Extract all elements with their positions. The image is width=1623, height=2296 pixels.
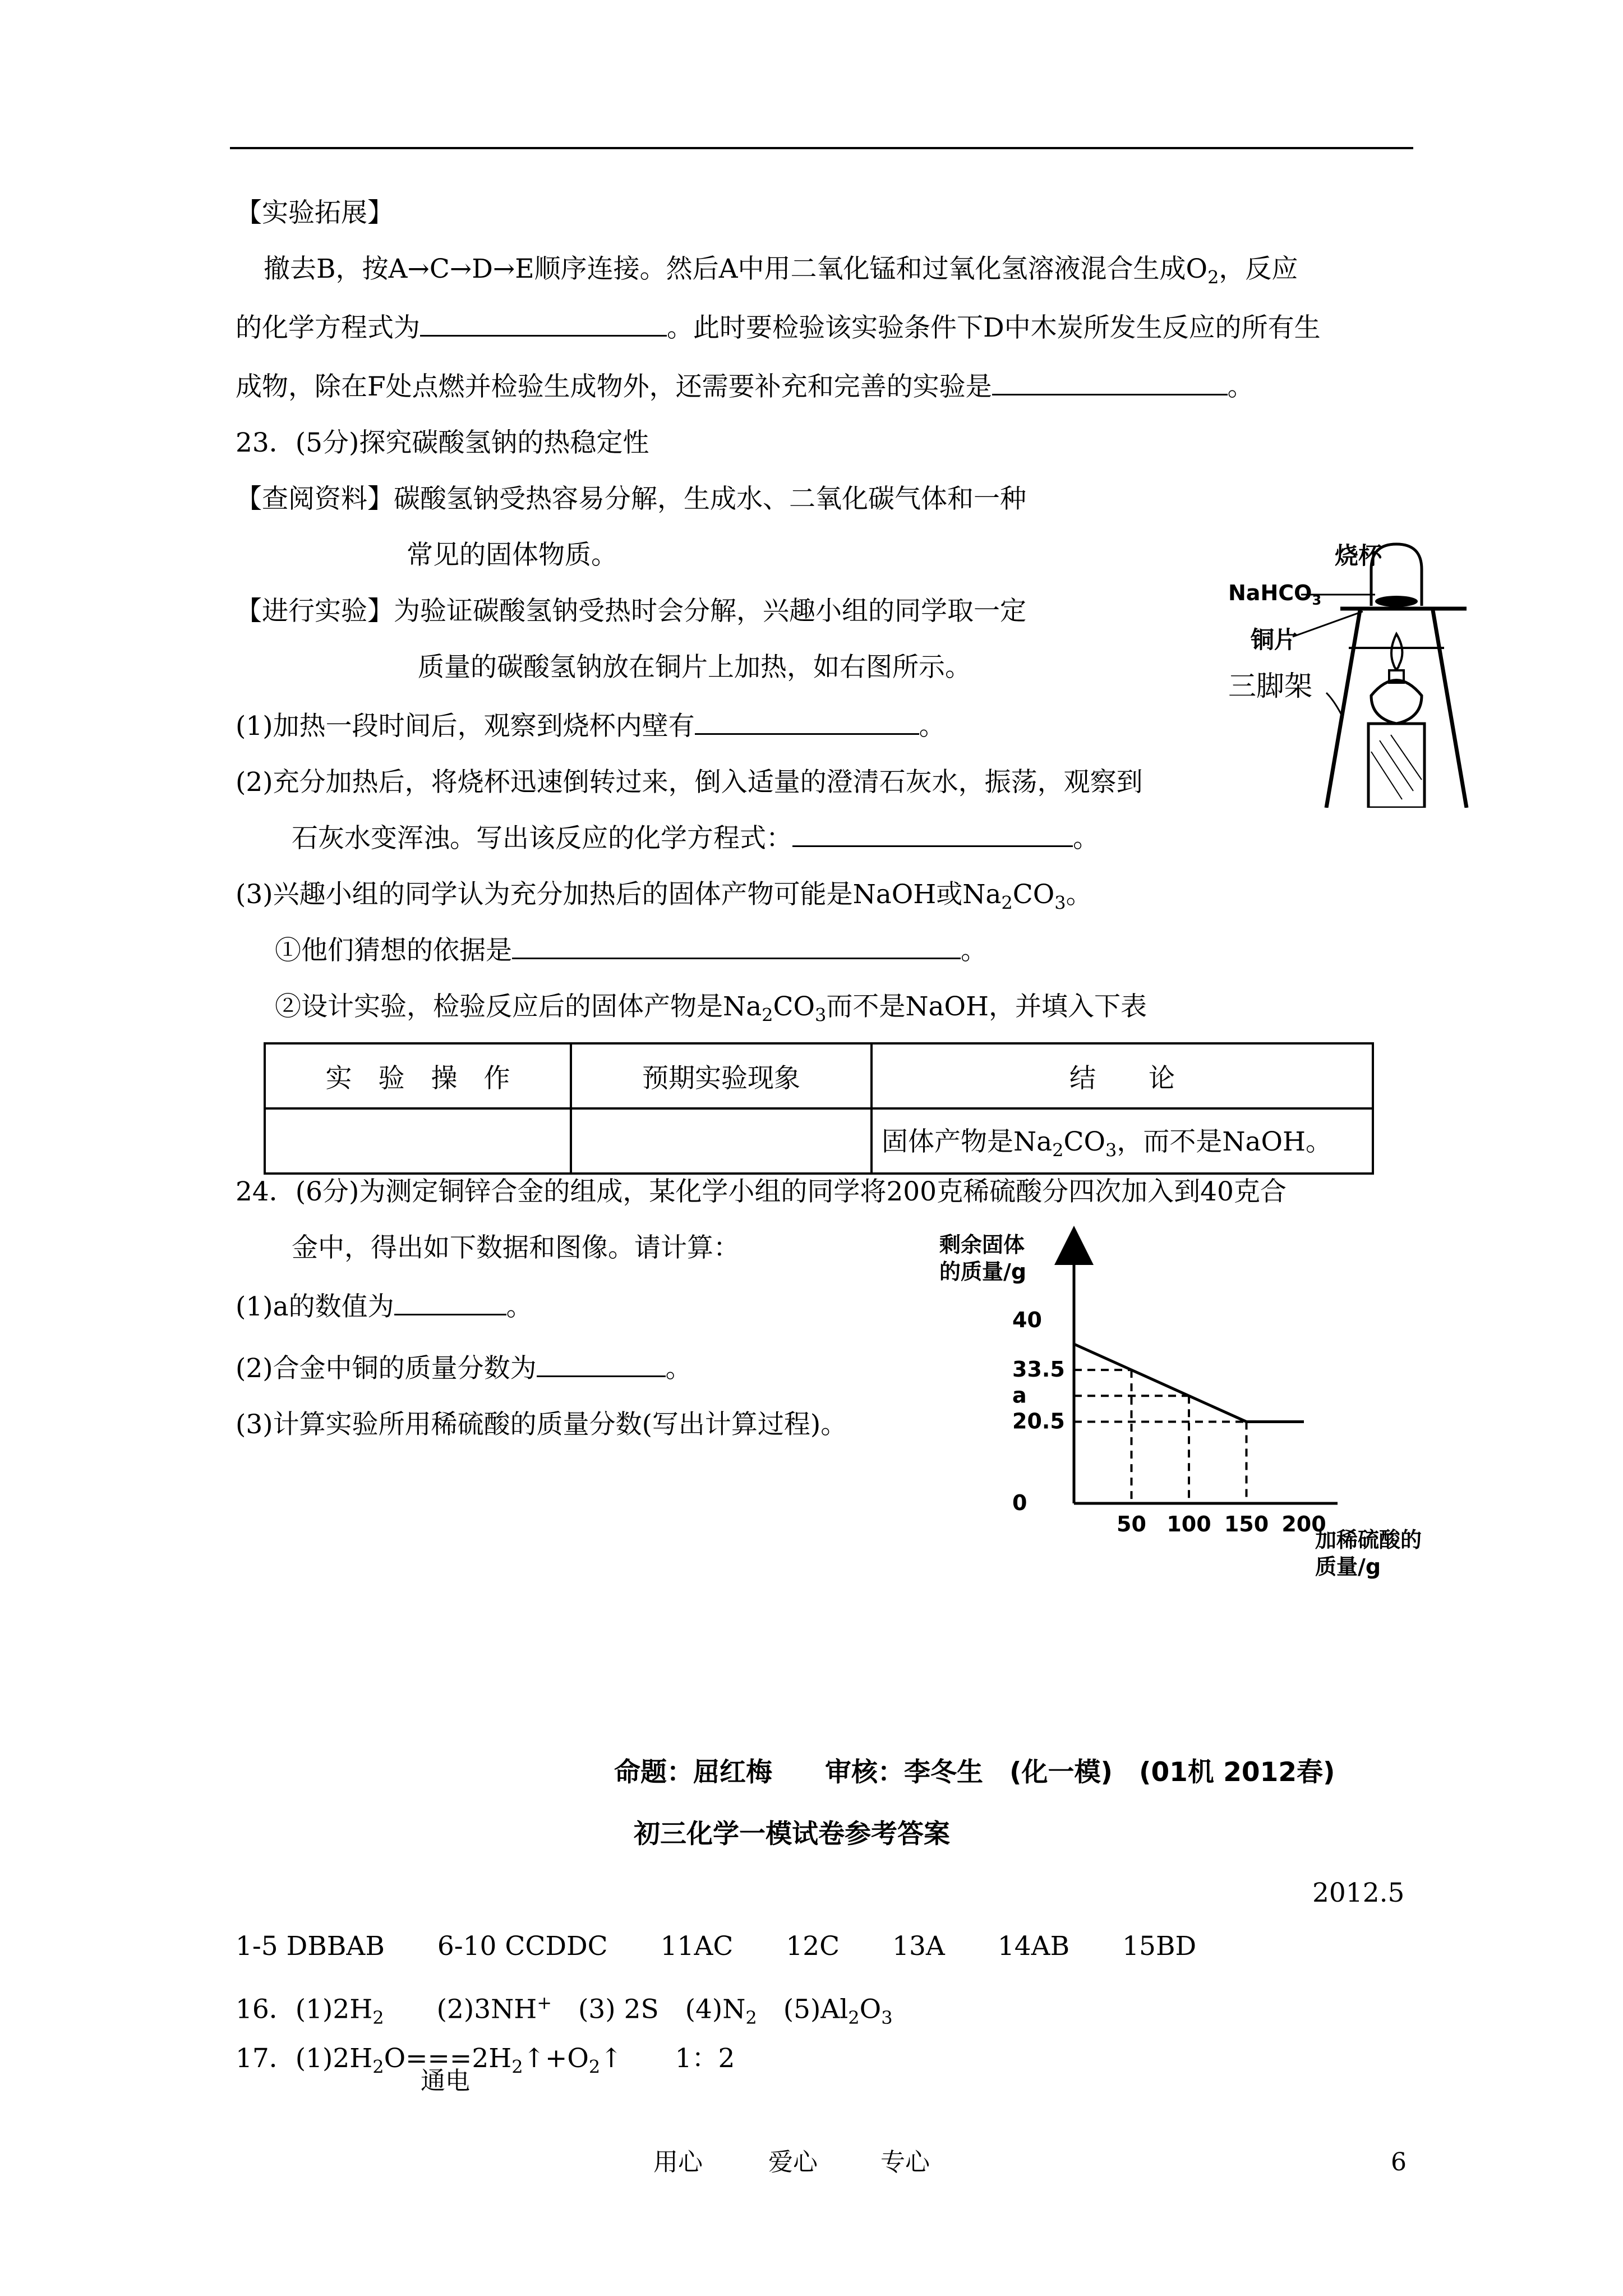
paragraph-line: 撤去B，按A→C→D→E顺序连接。然后A中用二氧化锰和过氧化氢溶液混合生成$O_2$，反应 <box>264 254 1298 288</box>
experiment-table <box>264 1042 1374 1175</box>
y-tick-label: 33.5 <box>1012 1357 1065 1382</box>
sub-question: ①他们猜想的依据是 。 <box>275 935 987 966</box>
section-heading: 【实验拓展】 <box>236 197 394 228</box>
reference-info: 【查阅资料】碳酸氢钠受热容易分解，生成水、二氧化碳气体和一种 <box>236 484 1026 514</box>
mass-chart <box>914 1223 1441 1593</box>
cell-operation[interactable] <box>265 1108 571 1174</box>
answer-blank[interactable] <box>537 1352 666 1377</box>
paragraph-line: 的化学方程式为 。此时要检验该实验条件下D中木炭所发生反应的所有生 <box>236 312 1321 343</box>
experiment-info: 【进行实验】为验证碳酸氢钠受热时会分解，兴趣小组的同学取一定 <box>236 596 1026 627</box>
sub-question: (1)a的数值为 。 <box>236 1291 533 1322</box>
reference-info: 常见的固体物质。 <box>407 540 617 570</box>
label-beaker: 烧杯 <box>1335 542 1382 569</box>
flame-icon <box>1391 634 1402 669</box>
answer-line: 17．$(1)2H_2O===2H_2↑+O_2↑$ 1：2 <box>236 2043 735 2078</box>
answer-title: 初三化学一模试卷参考答案 <box>634 1819 950 1849</box>
sub-question: (3)计算实验所用稀硫酸的质量分数(写出计算过程)。 <box>236 1409 847 1440</box>
question-title: 金中，得出如下数据和图像。请计算： <box>292 1232 740 1263</box>
y-tick-label: a <box>1012 1383 1027 1408</box>
question-title: 23．(5分)探究碳酸氢钠的热稳定性 <box>236 427 649 458</box>
answer-blank[interactable] <box>512 934 961 959</box>
x-axis-label-1: 加稀硫酸的 <box>1315 1527 1422 1552</box>
table-row <box>265 1043 1373 1108</box>
credits-line: 命题：屈红梅 审核：李冬生 (化一模) (01机 2012春) <box>614 1757 1335 1788</box>
y-axis-label-1: 剩余固体 <box>939 1232 1025 1257</box>
nahco3-pile <box>1375 596 1418 607</box>
sub-question: (3)兴趣小组的同学认为充分加热后的固体产物可能是NaOH或$Na_2CO_3$。 <box>236 879 1092 914</box>
x-tick-label: 150 <box>1224 1512 1269 1536</box>
x-tick-label: 50 <box>1117 1512 1146 1536</box>
answer-blank[interactable] <box>420 311 667 337</box>
sub-question: 石灰水变浑浊。写出该反应的化学方程式： 。 <box>292 823 1099 854</box>
footer-motto-3: 专心 <box>880 2148 930 2177</box>
page-number: 6 <box>1391 2148 1407 2177</box>
cell-phenomenon[interactable] <box>571 1108 872 1174</box>
answer-blank[interactable] <box>792 822 1073 847</box>
experiment-info: 质量的碳酸氢钠放在铜片上加热，如右图所示。 <box>418 652 971 683</box>
answer-date: 2012.5 <box>1312 1878 1405 1908</box>
x-tick-label: 100 <box>1166 1512 1211 1536</box>
header-conclusion: 结 论 <box>872 1043 1373 1108</box>
y-axis-label-2: 的质量/g <box>939 1259 1027 1284</box>
apparatus-figure <box>1228 539 1486 808</box>
x-tick-label: 200 <box>1281 1512 1326 1536</box>
cell-conclusion: 固体产物是$Na_2CO_3$，而不是NaOH。 <box>872 1108 1373 1174</box>
paragraph-line: 成物，除在F处点燃并检验生成物外，还需要补充和完善的实验是 。 <box>236 371 1254 402</box>
label-tripod: 三脚架 <box>1228 670 1312 702</box>
question-title: 24．(6分)为测定铜锌合金的组成，某化学小组的同学将200克稀硫酸分四次加入到40克合 <box>236 1176 1287 1207</box>
tripod-leg <box>1326 610 1360 808</box>
answer-line: 1-5 DBBAB 6-10 CCDDC 11AC 12C 13A 14AB 15BD <box>236 1931 1197 1962</box>
header-operation: 实 验 操 作 <box>265 1043 571 1108</box>
header-phenomenon: 预期实验现象 <box>571 1043 872 1108</box>
alcohol-lamp <box>1371 680 1422 724</box>
y-tick-label: 0 <box>1012 1490 1027 1515</box>
table-row <box>265 1108 1373 1174</box>
y-tick-label: 20.5 <box>1012 1409 1065 1434</box>
label-nahco3: NaHCO$_3$ <box>1228 581 1322 608</box>
x-axis-label-2: 质量/g <box>1315 1554 1381 1579</box>
label-copper: 铜片 <box>1251 626 1298 654</box>
sub-question: ②设计实验，检验反应后的固体产物是$Na_2CO_3$而不是NaOH，并填入下表 <box>275 991 1147 1026</box>
sub-question: (1)加热一段时间后，观察到烧杯内壁有 。 <box>236 711 946 742</box>
header-rule <box>230 147 1413 149</box>
sub-question: (2)充分加热后，将烧杯迅速倒转过来，倒入适量的澄清石灰水，振荡，观察到 <box>236 767 1143 798</box>
footer-motto-1: 用心 <box>653 2148 703 2177</box>
sub-question: (2)合金中铜的质量分数为 。 <box>236 1353 692 1384</box>
answer-blank[interactable] <box>992 370 1228 395</box>
answer-blank[interactable] <box>695 710 919 735</box>
answer-blank[interactable] <box>394 1290 506 1315</box>
tripod-leg <box>1433 610 1467 808</box>
reaction-condition: 通电 <box>421 2067 470 2095</box>
y-tick-label: 40 <box>1012 1308 1042 1332</box>
footer-motto-2: 爱心 <box>768 2148 818 2177</box>
answer-line: 16．$(1)2H_2$ (2)3NH+ (3) 2S $(4)N_2$ $(5)Al_2O_3$ <box>236 1992 893 2029</box>
